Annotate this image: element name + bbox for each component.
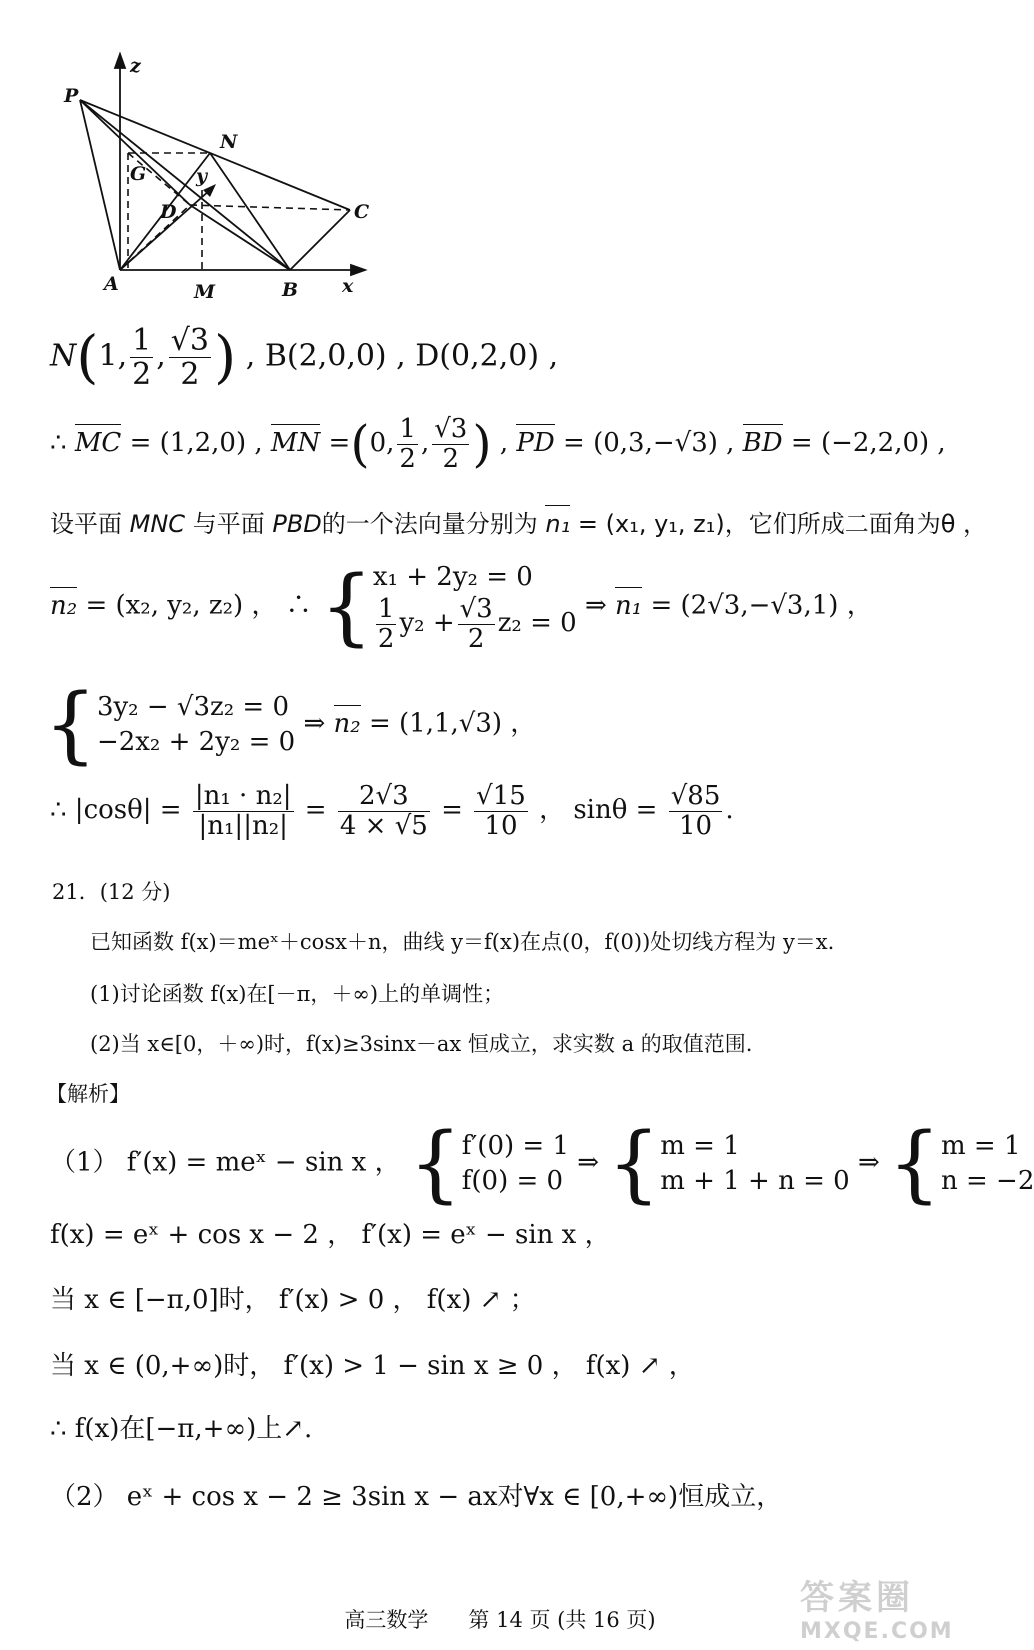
question-21-part1: (1)讨论函数 f(x)在[－π，＋∞)上的单调性； xyxy=(90,982,505,1006)
edge-pa xyxy=(80,100,120,270)
edge-n-b xyxy=(210,153,290,270)
solution-part2-line: （2） eˣ + cos x − 2 ≥ 3sin x − ax对∀x ∈ [0,+∞)恒成立， xyxy=(50,1482,783,1512)
solution-interval2-line: 当 x ∈ (0,+∞)时， f′(x) > 1 − sin x ≥ 0 ， f(x) ↗ ， xyxy=(50,1351,695,1381)
vectors-line: ∴ MC = (1,2,0) , MN =(0, $\frac{1}{2}$ , $\frac{√3}{2}$ ) , PD = (0,3,−√3) , BD = (−2,2,0) , xyxy=(50,414,946,474)
dash-ad xyxy=(120,205,190,270)
label-x: x xyxy=(342,275,354,297)
analysis-heading: 【解析】 xyxy=(46,1082,130,1106)
z-axis-arrow xyxy=(115,54,125,68)
label-n: N xyxy=(220,131,238,153)
n1-system-line: n₂ = (x₂, y₂, z₂) ， ∴ { x₁ + 2y₂ = 0 $\frac{1}{2}$ y₂ + $\frac{√3}{2}$ z₂ = 0 ⇒ n₁ = (2√3,−√3,1) ， xyxy=(50,558,873,656)
footer-page-number: 第 14 页 (共 16 页) xyxy=(468,1608,656,1632)
label-y: y xyxy=(196,165,208,187)
watermark-url: MXQE.COM xyxy=(800,1619,954,1644)
label-p: P xyxy=(64,85,79,107)
label-a: A xyxy=(104,273,119,295)
label-b: B xyxy=(282,279,299,301)
label-z: z xyxy=(130,55,141,77)
question-21-header: 21．(12 分) xyxy=(52,880,171,904)
footer-subject: 高三数学 xyxy=(344,1608,429,1632)
cos-theta-line: ∴ |cosθ| = $\frac{\text{|n₁ · n₂|}}{\text{|n₁||n₂|}}$ = $\frac{2√3}{4 \times √5}$ = $\frac{√15}{10}$ ， sinθ = $\frac{√85}{10}$ . xyxy=(50,781,734,841)
n-coordinates-line: N(1, $\frac{1}{2}$ , $\frac{√3}{2}$ ) , B(2,0,0) , D(0,2,0) , xyxy=(50,323,559,392)
label-m: M xyxy=(194,281,216,303)
watermark-logo xyxy=(800,1570,990,1644)
n2-system-line: { 3y₂ − √3z₂ = 0 −2x₂ + 2y₂ = 0 ⇒ n₂ = (1,1,√3) ， xyxy=(44,676,537,773)
label-c: C xyxy=(354,201,370,223)
watermark-title: 答案圈 xyxy=(800,1578,914,1618)
question-21-stem: 已知函数 f(x)＝meˣ＋cosx＋n，曲线 y＝f(x)在点(0，f(0))处切线方程为 y＝x. xyxy=(90,930,835,954)
solution-interval1-line: 当 x ∈ [−π,0]时， f′(x) > 0 ， f(x) ↗ ； xyxy=(50,1285,536,1315)
geometry-figure xyxy=(60,40,400,310)
edge-db xyxy=(190,205,290,270)
label-g: G xyxy=(130,163,147,185)
solution-fx-line: f(x) = eˣ + cos x − 2 ， f′(x) = eˣ − sin x ， xyxy=(50,1220,611,1250)
question-21-part2: (2)当 x∈[0，＋∞)时，f(x)≥3sinx－ax 恒成立，求实数 a 的取值范围. xyxy=(90,1032,753,1056)
solution-part1-line: （1） f′(x) = meˣ − sin x ， { f′(0) = 1 f(0) = 0 ⇒ { m = 1 m + 1 + n = 0 ⇒ { m = 1 n = −2 xyxy=(50,1115,1034,1212)
label-d: D xyxy=(160,201,177,223)
solution-conclusion-line: ∴ f(x)在[−π,+∞)上↗. xyxy=(50,1414,313,1444)
x-axis-arrow xyxy=(351,265,365,275)
edge-bc xyxy=(290,210,350,270)
normal-vector-setup-line: 设平面 MNC 与平面 PBD的一个法向量分别为 n₁ = (x₁, y₁, z₁)，它们所成二面角为θ ， xyxy=(50,507,987,541)
